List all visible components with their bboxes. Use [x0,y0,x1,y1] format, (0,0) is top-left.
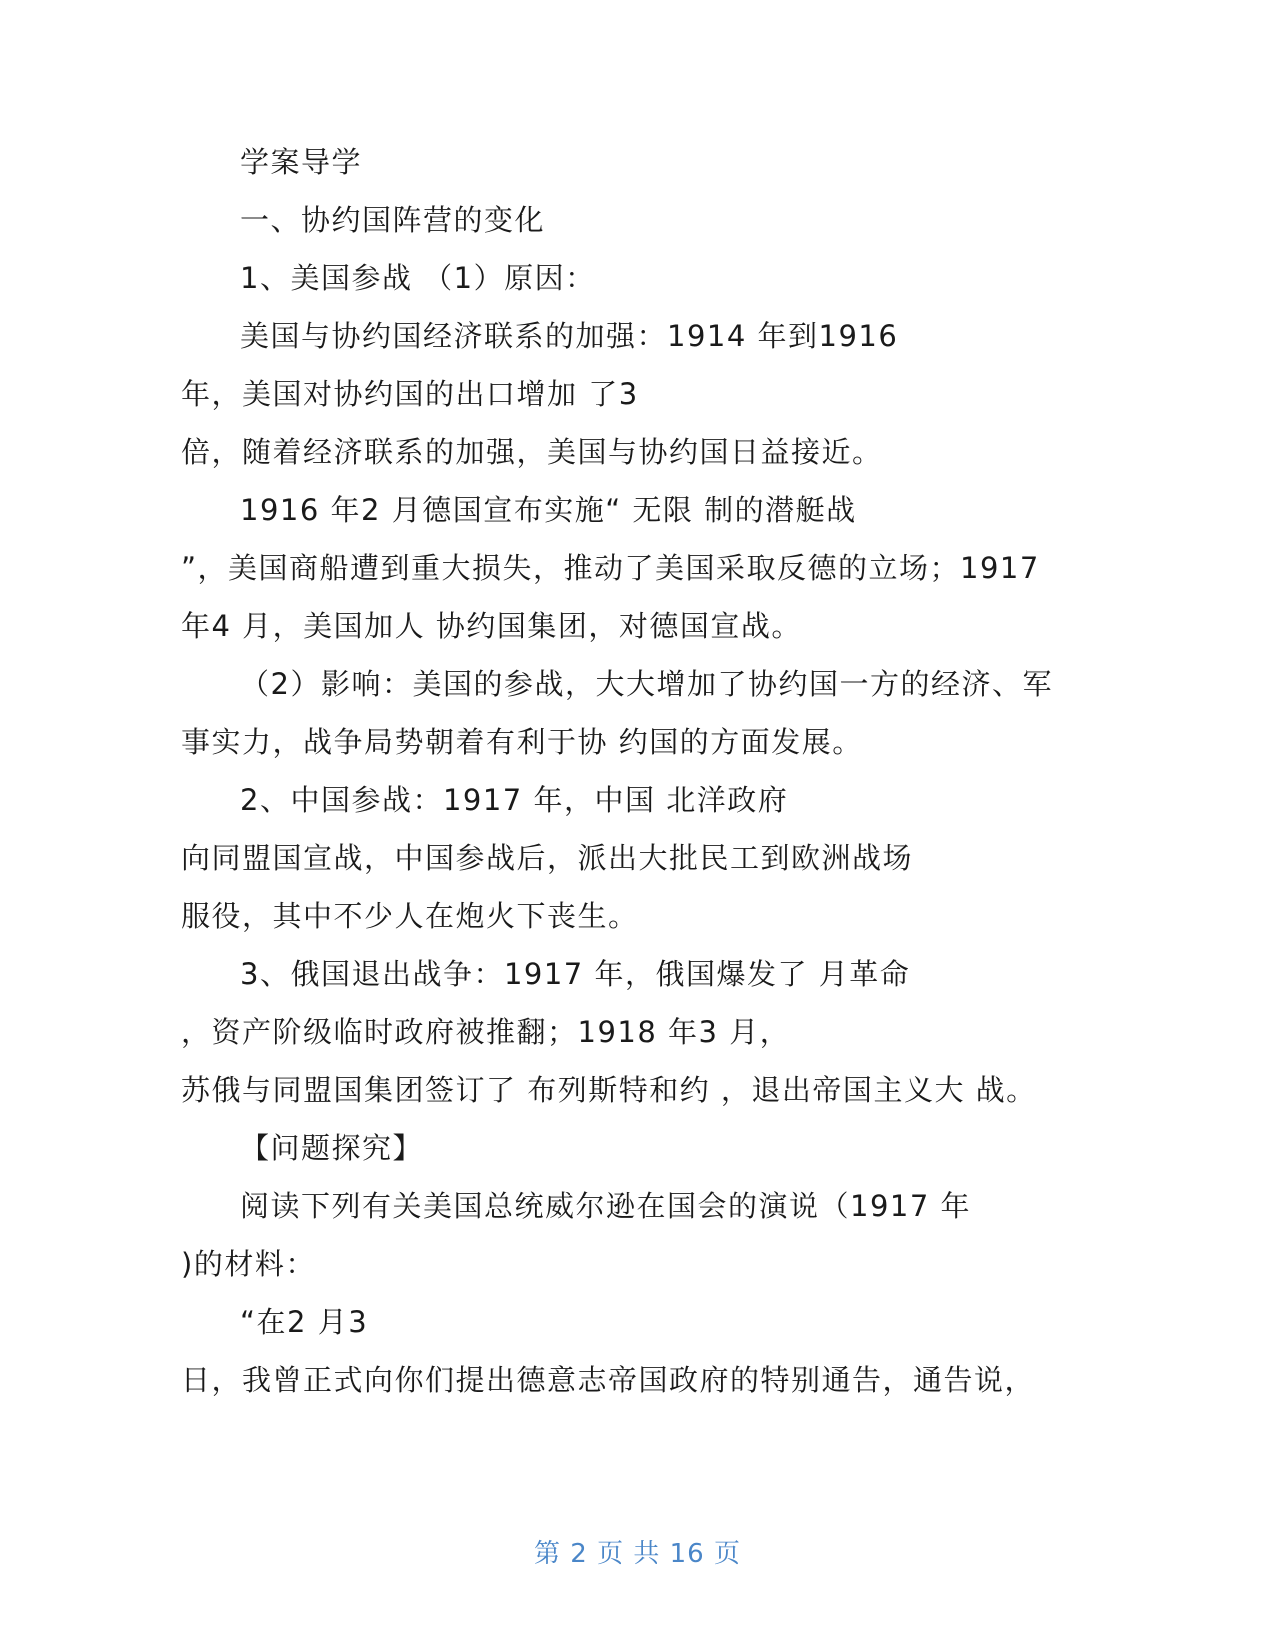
text-line: ，资产阶级临时政府被推翻；1918 年3 月， [181,1015,791,1049]
text-line: 美国与协约国经济联系的加强：1914 年到1916 [240,319,899,353]
text-line: “在2 月3 [240,1305,369,1339]
text-line: 阅读下列有关美国总统威尔逊在国会的演说（1917 年 [240,1189,972,1223]
text-line: 1916 年2 月德国宣布实施“ 无限 制的潜艇战 [240,493,857,527]
text-line: 3、俄国退出战争：1917 年，俄国爆发了 月革命 [240,957,911,991]
text-line: 向同盟国宣战，中国参战后，派出大批民工到欧洲战场 [181,841,914,875]
section-heading: 【问题探究】 [240,1131,424,1165]
text-line: 苏俄与同盟国集团签订了 布列斯特和约 ，退出帝国主义大 战。 [181,1073,1037,1107]
text-line: ”，美国商船遭到重大损失，推动了美国采取反德的立场；1917 [181,551,1040,585]
text-line: 1、美国参战 （1）原因： [240,261,596,295]
text-line: 倍，随着经济联系的加强，美国与协约国日益接近。 [181,435,883,469]
text-line: 年4 月，美国加人 协约国集团，对德国宣战。 [181,609,802,643]
subsection-heading: 一、协约国阵营的变化 [240,203,546,237]
text-line: （2）影响：美国的参战，大大增加了协约国一方的经济、军 [240,667,1053,701]
text-line: 服役，其中不少人在炮火下丧生。 [181,899,639,933]
text-line: 2、中国参战：1917 年，中国 北洋政府 [240,783,789,817]
text-line: 年，美国对协约国的出口增加 了3 [181,377,639,411]
text-line: 事实力，战争局势朝着有利于协 约国的方面发展。 [181,725,863,759]
page-footer: 第 2 页 共 16 页 [534,1539,741,1569]
text-line: 日，我曾正式向你们提出德意志帝国政府的特别通告，通告说， [181,1363,1036,1397]
text-line: )的材料： [181,1247,316,1281]
section-heading: 学案导学 [240,145,363,179]
